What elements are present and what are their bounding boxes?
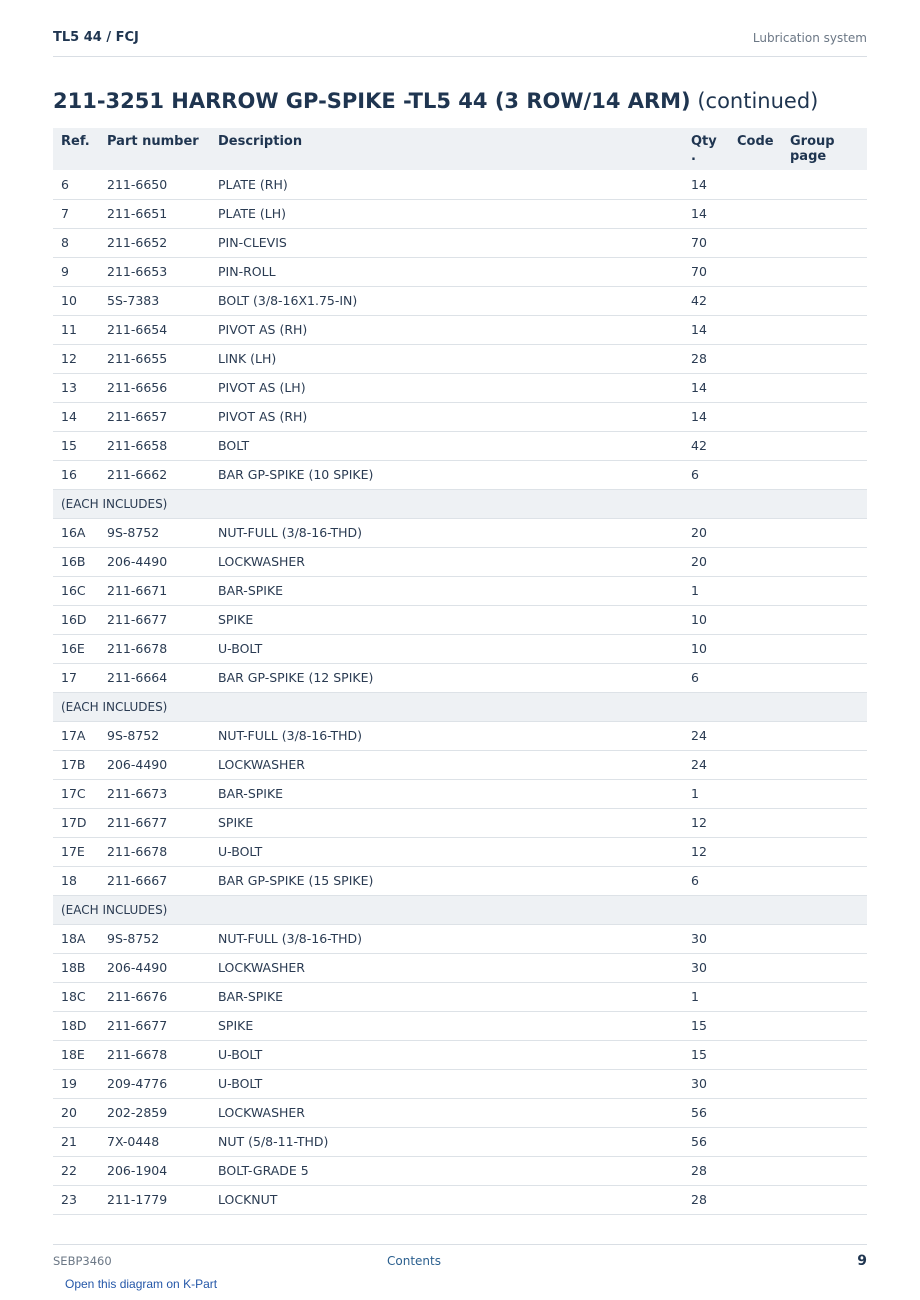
cell-group-page [782, 866, 867, 895]
cell-description: U-BOLT [210, 1040, 683, 1069]
cell-group-page [782, 924, 867, 953]
cell-ref: 16B [53, 547, 99, 576]
cell-qty: 6 [683, 866, 729, 895]
cell-qty: 14 [683, 402, 729, 431]
title-suffix: (continued) [690, 89, 819, 113]
table-row [53, 576, 867, 605]
page-footer [53, 1244, 867, 1275]
cell-ref: 16D [53, 605, 99, 634]
cell-ref: 18A [53, 924, 99, 953]
cell-ref: 17D [53, 808, 99, 837]
cell-part-number: 211-6678 [99, 837, 210, 866]
group-label: (EACH INCLUDES) [53, 692, 867, 721]
cell-code [729, 431, 782, 460]
cell-qty: 1 [683, 576, 729, 605]
cell-description: BAR-SPIKE [210, 982, 683, 1011]
cell-group-page [782, 344, 867, 373]
cell-group-page [782, 547, 867, 576]
cell-part-number: 211-6654 [99, 315, 210, 344]
cell-ref: 19 [53, 1069, 99, 1098]
cell-part-number: 211-6656 [99, 373, 210, 402]
cell-description: LOCKWASHER [210, 953, 683, 982]
cell-group-page [782, 1011, 867, 1040]
cell-description: NUT-FULL (3/8-16-THD) [210, 518, 683, 547]
cell-description: BOLT [210, 431, 683, 460]
table-row [53, 431, 867, 460]
cell-ref: 7 [53, 199, 99, 228]
cell-ref: 22 [53, 1156, 99, 1185]
cell-part-number: 211-6671 [99, 576, 210, 605]
table-row [53, 779, 867, 808]
table-row [53, 257, 867, 286]
cell-ref: 18E [53, 1040, 99, 1069]
cell-group-page [782, 721, 867, 750]
cell-part-number: 206-1904 [99, 1156, 210, 1185]
cell-part-number: 5S-7383 [99, 286, 210, 315]
cell-code [729, 663, 782, 692]
col-group-line2: page [790, 149, 827, 164]
col-part-number: Part number [99, 128, 210, 170]
cell-ref: 13 [53, 373, 99, 402]
cell-code [729, 953, 782, 982]
cell-part-number: 211-6676 [99, 982, 210, 1011]
cell-description: NUT-FULL (3/8-16-THD) [210, 924, 683, 953]
cell-code [729, 547, 782, 576]
cell-ref: 16E [53, 634, 99, 663]
cell-code [729, 170, 782, 199]
cell-qty: 12 [683, 808, 729, 837]
col-qty-line2: . [691, 149, 696, 164]
title-main: 211-3251 HARROW GP-SPIKE -TL5 44 (3 ROW/14 ARM) [53, 89, 691, 113]
cell-part-number: 211-6657 [99, 402, 210, 431]
cell-part-number: 211-6667 [99, 866, 210, 895]
section-label: Lubrication system [752, 31, 867, 45]
cell-qty: 28 [683, 344, 729, 373]
cell-qty: 6 [683, 460, 729, 489]
cell-qty: 42 [683, 431, 729, 460]
cell-group-page [782, 228, 867, 257]
table-row [53, 547, 867, 576]
cell-description: U-BOLT [210, 634, 683, 663]
cell-description: NUT-FULL (3/8-16-THD) [210, 721, 683, 750]
cell-qty: 56 [683, 1098, 729, 1127]
cell-code [729, 808, 782, 837]
table-row [53, 199, 867, 228]
cell-ref: 14 [53, 402, 99, 431]
cell-group-page [782, 750, 867, 779]
cell-code [729, 866, 782, 895]
table-row [53, 373, 867, 402]
table-row [53, 228, 867, 257]
table-row [53, 924, 867, 953]
cell-qty: 30 [683, 924, 729, 953]
cell-description: PIN-CLEVIS [210, 228, 683, 257]
cell-group-page [782, 1127, 867, 1156]
cell-qty: 30 [683, 1069, 729, 1098]
table-row [53, 1185, 867, 1214]
cell-qty: 56 [683, 1127, 729, 1156]
cell-qty: 15 [683, 1011, 729, 1040]
cell-part-number: 211-6678 [99, 634, 210, 663]
col-code: Code [729, 128, 782, 170]
cell-part-number: 211-1779 [99, 1185, 210, 1214]
cell-part-number: 9S-8752 [99, 518, 210, 547]
cell-part-number: 206-4490 [99, 547, 210, 576]
cell-code [729, 982, 782, 1011]
cell-part-number: 9S-8752 [99, 924, 210, 953]
cell-code [729, 402, 782, 431]
cell-group-page [782, 373, 867, 402]
cell-qty: 70 [683, 257, 729, 286]
cell-part-number: 211-6651 [99, 199, 210, 228]
cell-ref: 9 [53, 257, 99, 286]
cell-code [729, 924, 782, 953]
cell-description: SPIKE [210, 605, 683, 634]
cell-description: BAR GP-SPIKE (12 SPIKE) [210, 663, 683, 692]
cell-ref: 17E [53, 837, 99, 866]
cell-part-number: 211-6658 [99, 431, 210, 460]
cell-description: SPIKE [210, 808, 683, 837]
cell-qty: 1 [683, 982, 729, 1011]
cell-description: BAR-SPIKE [210, 576, 683, 605]
cell-description: PIN-ROLL [210, 257, 683, 286]
cell-code [729, 315, 782, 344]
cell-description: NUT (5/8-11-THD) [210, 1127, 683, 1156]
cell-group-page [782, 315, 867, 344]
table-row [53, 953, 867, 982]
cell-description: PLATE (LH) [210, 199, 683, 228]
cell-code [729, 779, 782, 808]
cell-qty: 14 [683, 373, 729, 402]
cell-description: BOLT-GRADE 5 [210, 1156, 683, 1185]
cell-description: U-BOLT [210, 837, 683, 866]
cell-part-number: 211-6677 [99, 1011, 210, 1040]
cell-qty: 10 [683, 605, 729, 634]
cell-qty: 12 [683, 837, 729, 866]
cell-code [729, 373, 782, 402]
cell-part-number: 211-6678 [99, 1040, 210, 1069]
cell-group-page [782, 1069, 867, 1098]
cell-qty: 24 [683, 750, 729, 779]
cell-code [729, 634, 782, 663]
cell-group-page [782, 460, 867, 489]
table-row [53, 721, 867, 750]
col-qty [683, 128, 729, 170]
cell-group-page [782, 605, 867, 634]
cell-code [729, 1156, 782, 1185]
cell-description: PIVOT AS (RH) [210, 315, 683, 344]
cell-ref: 17C [53, 779, 99, 808]
cell-code [729, 199, 782, 228]
cell-code [729, 257, 782, 286]
cell-qty: 24 [683, 721, 729, 750]
cell-code [729, 1098, 782, 1127]
group-header-row [53, 895, 867, 924]
cell-ref: 16C [53, 576, 99, 605]
group-label: (EACH INCLUDES) [53, 895, 867, 924]
cell-part-number: 211-6655 [99, 344, 210, 373]
cell-part-number: 211-6652 [99, 228, 210, 257]
cell-group-page [782, 779, 867, 808]
cell-description: PIVOT AS (LH) [210, 373, 683, 402]
cell-ref: 15 [53, 431, 99, 460]
cell-group-page [782, 518, 867, 547]
cell-qty: 42 [683, 286, 729, 315]
table-row [53, 344, 867, 373]
cell-ref: 8 [53, 228, 99, 257]
cell-description: BAR GP-SPIKE (10 SPIKE) [210, 460, 683, 489]
cell-description: SPIKE [210, 1011, 683, 1040]
cell-code [729, 1127, 782, 1156]
cell-qty: 20 [683, 547, 729, 576]
cell-qty: 14 [683, 199, 729, 228]
page-title [53, 89, 818, 113]
page-number: 9 [857, 1253, 867, 1269]
cell-part-number: 211-6673 [99, 779, 210, 808]
cell-part-number: 211-6677 [99, 808, 210, 837]
cell-ref: 21 [53, 1127, 99, 1156]
cell-description: BOLT (3/8-16X1.75-IN) [210, 286, 683, 315]
cell-ref: 10 [53, 286, 99, 315]
cell-qty: 20 [683, 518, 729, 547]
cell-part-number: 9S-8752 [99, 721, 210, 750]
cell-group-page [782, 837, 867, 866]
table-row [53, 837, 867, 866]
cell-qty: 30 [683, 953, 729, 982]
cell-part-number: 209-4776 [99, 1069, 210, 1098]
cell-qty: 6 [683, 663, 729, 692]
col-ref: Ref. [53, 128, 99, 170]
cell-group-page [782, 431, 867, 460]
cell-description: PIVOT AS (RH) [210, 402, 683, 431]
cell-group-page [782, 402, 867, 431]
cell-code [729, 605, 782, 634]
cell-ref: 18B [53, 953, 99, 982]
cell-group-page [782, 808, 867, 837]
table-row [53, 1011, 867, 1040]
cell-group-page [782, 199, 867, 228]
table-row [53, 170, 867, 199]
cell-group-page [782, 663, 867, 692]
table-row [53, 1127, 867, 1156]
cell-ref: 6 [53, 170, 99, 199]
table-row [53, 315, 867, 344]
table-row [53, 634, 867, 663]
cell-description: BAR GP-SPIKE (15 SPIKE) [210, 866, 683, 895]
cell-part-number: 211-6664 [99, 663, 210, 692]
cell-part-number: 206-4490 [99, 750, 210, 779]
group-header-row [53, 692, 867, 721]
cell-group-page [782, 257, 867, 286]
cell-qty: 14 [683, 315, 729, 344]
cell-description: LOCKWASHER [210, 1098, 683, 1127]
cell-qty: 10 [683, 634, 729, 663]
table-body [53, 170, 867, 1214]
cell-code [729, 1185, 782, 1214]
cell-ref: 18 [53, 866, 99, 895]
table-row [53, 605, 867, 634]
cell-group-page [782, 170, 867, 199]
table-row [53, 982, 867, 1011]
cell-description: LOCKNUT [210, 1185, 683, 1214]
kpart-link[interactable]: Open this diagram on K-Part [65, 1277, 218, 1291]
cell-group-page [782, 1156, 867, 1185]
cell-group-page [782, 576, 867, 605]
col-qty-line1: Qty [691, 134, 717, 149]
cell-part-number: 206-4490 [99, 953, 210, 982]
cell-code [729, 228, 782, 257]
cell-code [729, 576, 782, 605]
cell-group-page [782, 953, 867, 982]
cell-group-page [782, 982, 867, 1011]
cell-part-number: 211-6650 [99, 170, 210, 199]
cell-ref: 12 [53, 344, 99, 373]
cell-code [729, 1069, 782, 1098]
col-group-page [782, 128, 867, 170]
cell-qty: 1 [683, 779, 729, 808]
cell-ref: 17A [53, 721, 99, 750]
cell-description: BAR-SPIKE [210, 779, 683, 808]
cell-description: LOCKWASHER [210, 750, 683, 779]
cell-ref: 18D [53, 1011, 99, 1040]
cell-qty: 28 [683, 1185, 729, 1214]
cell-description: LINK (LH) [210, 344, 683, 373]
page-header [53, 28, 867, 57]
table-row [53, 402, 867, 431]
cell-part-number: 211-6662 [99, 460, 210, 489]
cell-group-page [782, 286, 867, 315]
col-description: Description [210, 128, 683, 170]
cell-code [729, 721, 782, 750]
contents-link[interactable]: Contents [387, 1254, 441, 1268]
cell-code [729, 750, 782, 779]
cell-ref: 17B [53, 750, 99, 779]
cell-code [729, 1011, 782, 1040]
cell-group-page [782, 1185, 867, 1214]
cell-code [729, 837, 782, 866]
parts-table [53, 128, 867, 1215]
col-group-line1: Group [790, 134, 835, 149]
cell-qty: 70 [683, 228, 729, 257]
table-row [53, 286, 867, 315]
cell-part-number: 211-6677 [99, 605, 210, 634]
cell-code [729, 1040, 782, 1069]
cell-code [729, 460, 782, 489]
table-row [53, 518, 867, 547]
cell-ref: 11 [53, 315, 99, 344]
table-row [53, 460, 867, 489]
table-row [53, 1040, 867, 1069]
table-row [53, 750, 867, 779]
cell-code [729, 286, 782, 315]
cell-ref: 23 [53, 1185, 99, 1214]
cell-description: PLATE (RH) [210, 170, 683, 199]
table-row [53, 663, 867, 692]
group-label: (EACH INCLUDES) [53, 489, 867, 518]
cell-ref: 16A [53, 518, 99, 547]
cell-group-page [782, 1098, 867, 1127]
cell-qty: 15 [683, 1040, 729, 1069]
cell-group-page [782, 1040, 867, 1069]
table-row [53, 866, 867, 895]
table-row [53, 808, 867, 837]
cell-ref: 18C [53, 982, 99, 1011]
cell-group-page [782, 634, 867, 663]
cell-ref: 16 [53, 460, 99, 489]
cell-part-number: 202-2859 [99, 1098, 210, 1127]
cell-description: U-BOLT [210, 1069, 683, 1098]
cell-code [729, 344, 782, 373]
cell-ref: 20 [53, 1098, 99, 1127]
table-row [53, 1098, 867, 1127]
cell-ref: 17 [53, 663, 99, 692]
cell-qty: 14 [683, 170, 729, 199]
table-header-row [53, 128, 867, 170]
cell-description: LOCKWASHER [210, 547, 683, 576]
model-label: TL5 44 / FCJ [53, 30, 139, 45]
group-header-row [53, 489, 867, 518]
table-row [53, 1069, 867, 1098]
cell-qty: 28 [683, 1156, 729, 1185]
cell-code [729, 518, 782, 547]
cell-part-number: 211-6653 [99, 257, 210, 286]
cell-part-number: 7X-0448 [99, 1127, 210, 1156]
document-id: SEBP3460 [53, 1254, 112, 1268]
table-row [53, 1156, 867, 1185]
